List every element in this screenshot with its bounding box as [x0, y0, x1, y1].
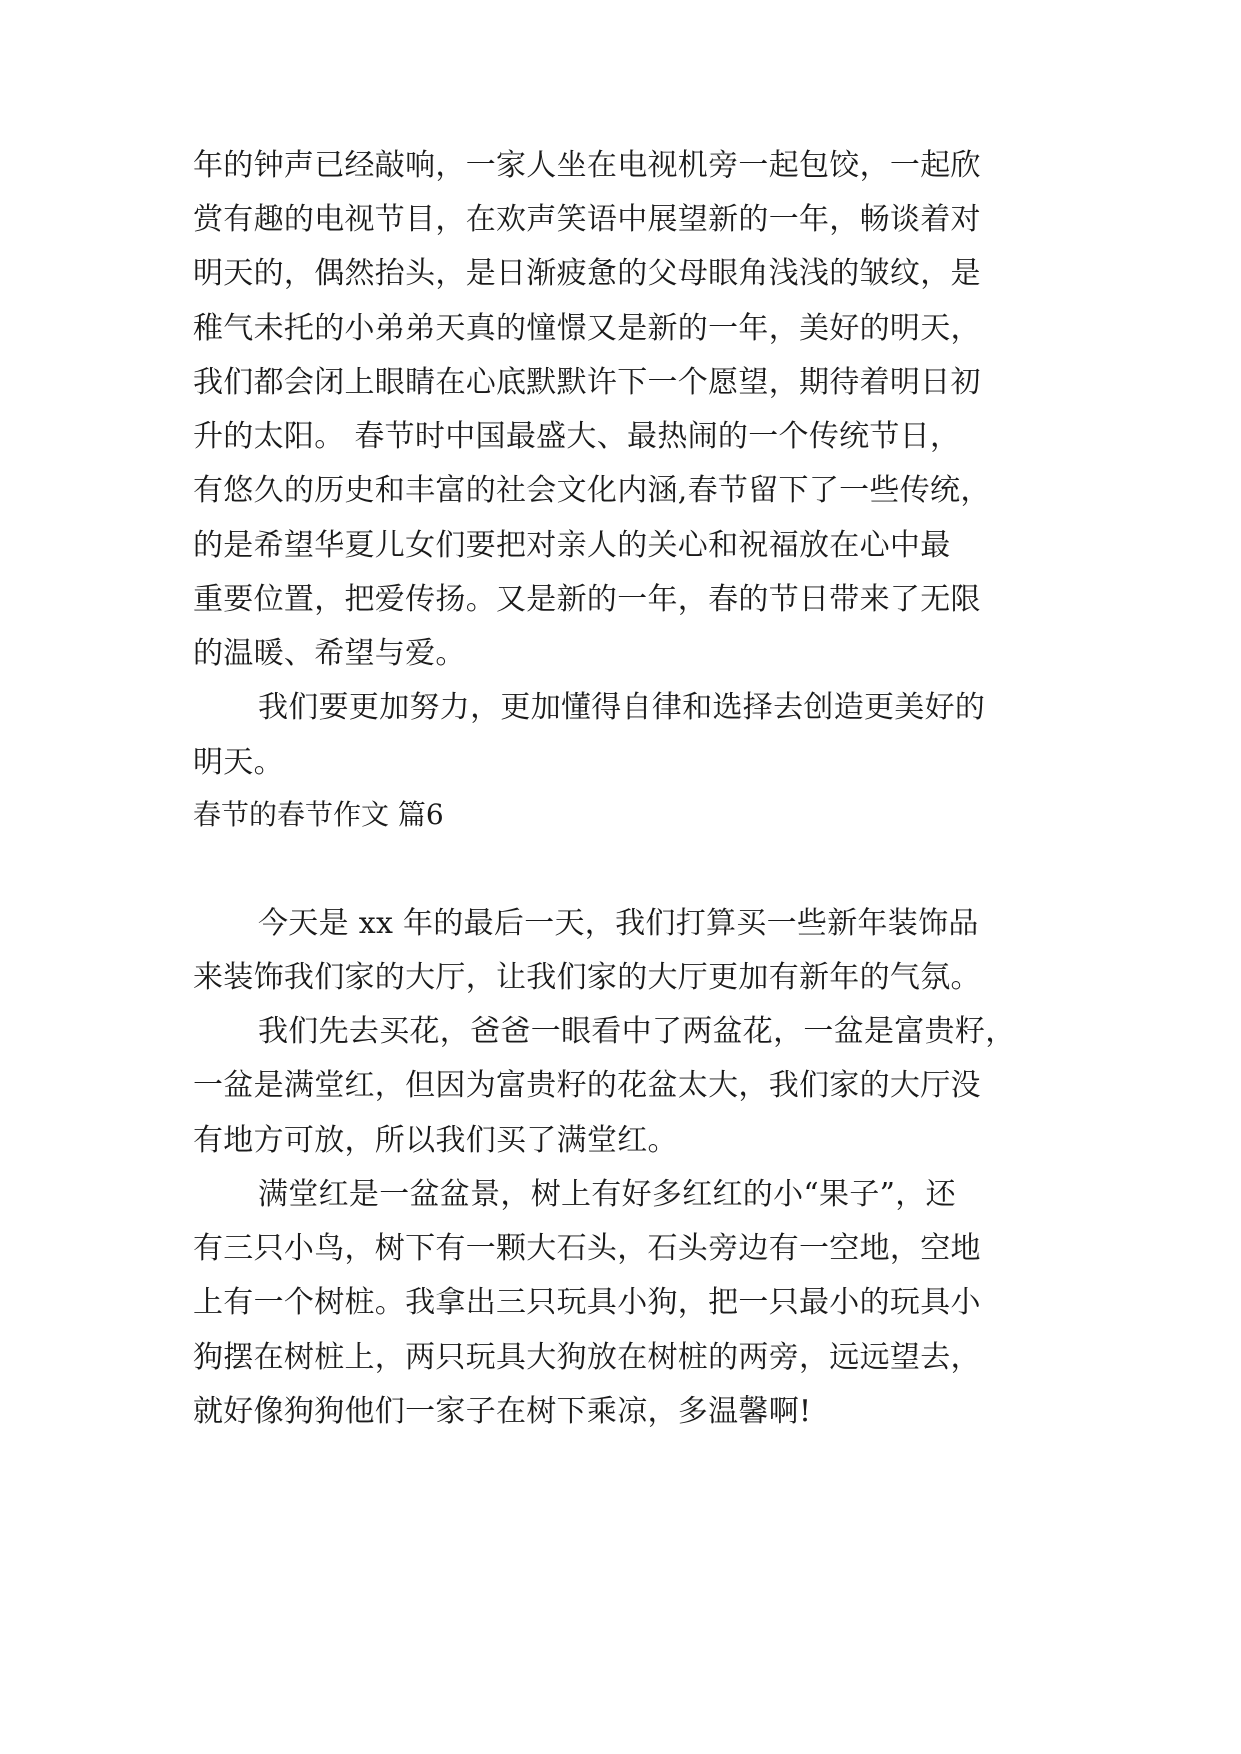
text-line: 重要位置，把爱传扬。又是新的一年，春的节日带来了无限 [193, 582, 981, 617]
text-line: 我们先去买花，爸爸一眼看中了两盆花，一盆是富贵籽， [258, 1014, 1016, 1049]
text-line: 明天。 [193, 745, 284, 780]
text-line: 满堂红是一盆盆景，树上有好多红红的小“果子”，还 [258, 1177, 956, 1212]
text-line: 今天是 xx 年的最后一天，我们打算买一些新年装饰品 [258, 906, 979, 941]
text-line: 有悠久的历史和丰富的社会文化内涵,春节留下了一些传统， [193, 473, 991, 508]
text-line: 有地方可放，所以我们买了满堂红。 [193, 1123, 678, 1158]
text-line: 明天的，偶然抬头，是日渐疲惫的父母眼角浅浅的皱纹，是 [193, 256, 981, 291]
text-line: 年的钟声已经敲响，一家人坐在电视机旁一起包饺，一起欣 [193, 148, 981, 183]
text-line: 上有一个树桩。我拿出三只玩具小狗，把一只最小的玩具小 [193, 1285, 981, 1320]
text-line: 我们要更加努力，更加懂得自律和选择去创造更美好的 [258, 690, 986, 725]
text-line: 稚气未托的小弟弟天真的憧憬又是新的一年，美好的明天， [193, 311, 981, 346]
text-line: 的温暖、希望与爱。 [193, 636, 466, 671]
section-heading: 春节的春节作文 篇6 [193, 798, 444, 831]
text-line: 赏有趣的电视节目，在欢声笑语中展望新的一年，畅谈着对 [193, 202, 981, 237]
text-line: 一盆是满堂红，但因为富贵籽的花盆太大，我们家的大厅没 [193, 1068, 981, 1103]
text-line: 升的太阳。 春节时中国最盛大、最热闹的一个传统节日， [193, 419, 961, 454]
text-line: 我们都会闭上眼睛在心底默默许下一个愿望，期待着明日初 [193, 365, 981, 400]
text-line: 有三只小鸟，树下有一颗大石头，石头旁边有一空地，空地 [193, 1231, 981, 1266]
text-line: 来装饰我们家的大厅，让我们家的大厅更加有新年的气氛。 [193, 960, 981, 995]
text-line: 狗摆在树桩上，两只玩具大狗放在树桩的两旁，远远望去， [193, 1340, 981, 1375]
text-line: 就好像狗狗他们一家子在树下乘凉，多温馨啊! [193, 1394, 812, 1429]
text-line: 的是希望华夏儿女们要把对亲人的关心和祝福放在心中最 [193, 528, 951, 563]
